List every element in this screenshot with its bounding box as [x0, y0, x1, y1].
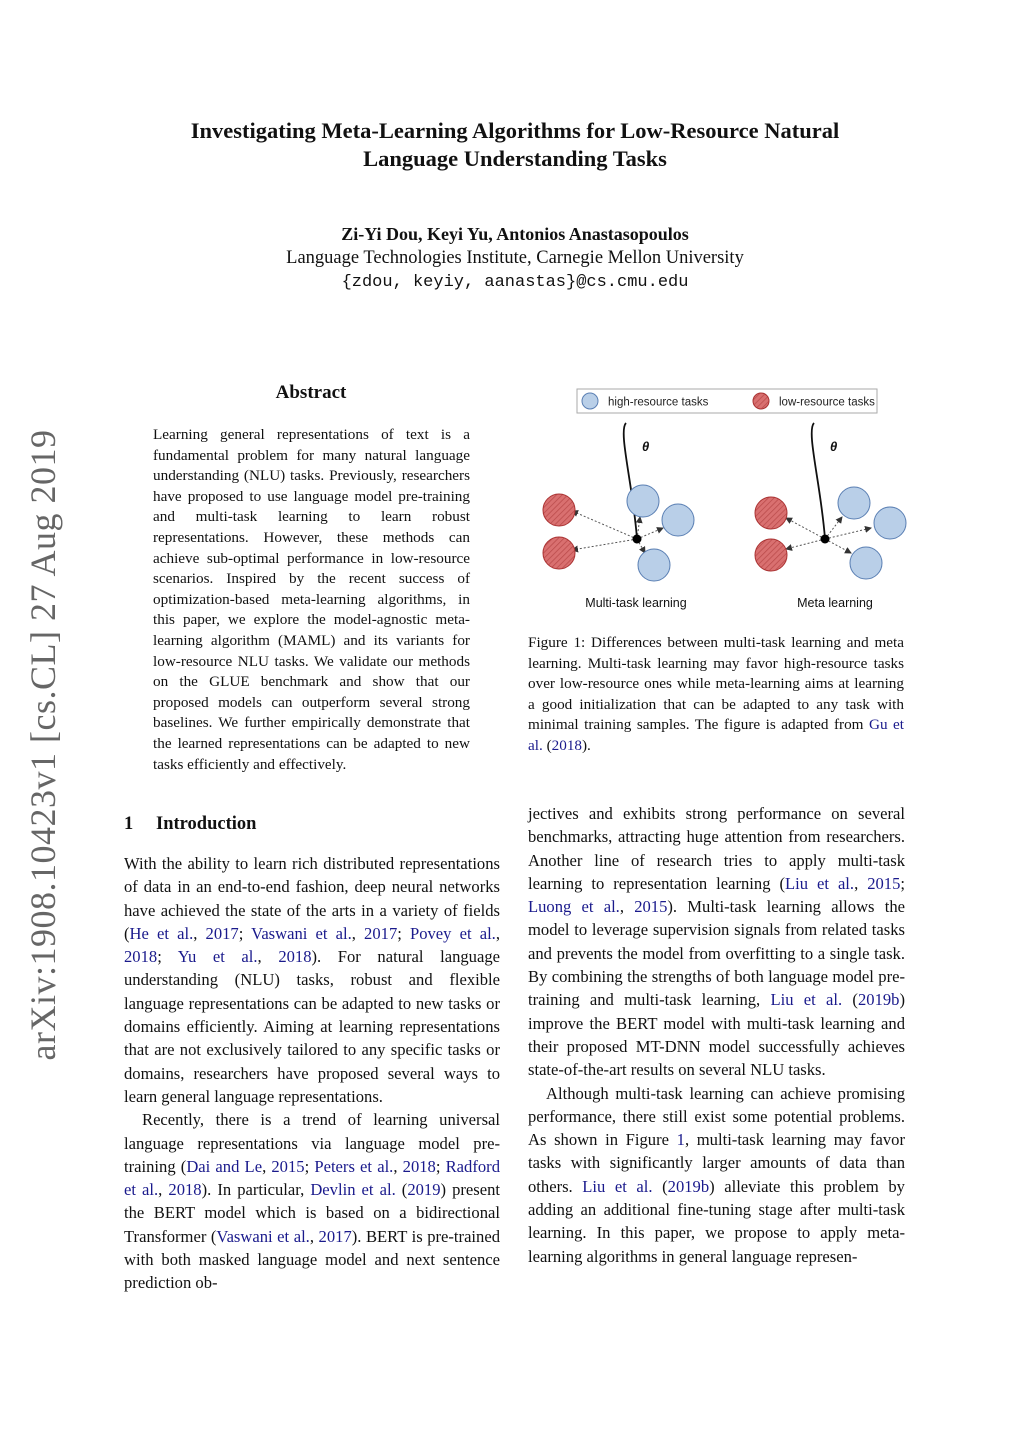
paragraph-text: ;	[157, 947, 178, 967]
citation-link[interactable]: He et al.	[129, 923, 194, 943]
paragraph-text: ). BERT is pre-trained with both masked language model and next sentence prediction ob-	[124, 1226, 501, 1293]
citation-link[interactable]: Dai and Le	[186, 1156, 263, 1176]
paragraph-text: ,	[158, 1180, 169, 1200]
paragraph-text: ,	[193, 923, 206, 943]
panel-meta	[755, 423, 906, 610]
citation-link[interactable]: Vaswani et al.	[251, 923, 352, 943]
citation-link[interactable]: 2017	[205, 923, 239, 943]
arrow-to-high-2	[825, 528, 871, 539]
high-resource-task-node	[850, 547, 882, 579]
paragraph-text: ) alleviate this problem by adding an additional fine-tuning stage after multi-task learning. In this paper, we propose to apply meta-learning algorithms in general language represen-	[528, 1176, 905, 1266]
paragraph-text: ;	[238, 923, 252, 943]
paragraph-text: ,	[351, 923, 365, 943]
legend-high-label: high-resource tasks	[608, 396, 709, 409]
shared-parameter-point	[821, 535, 830, 544]
figure-1	[530, 385, 910, 615]
paragraph-text: ,	[393, 1156, 403, 1176]
high-resource-task-node	[662, 504, 694, 536]
paragraph-text: (	[395, 1180, 408, 1200]
low-resource-task-node	[755, 539, 787, 571]
citation-link[interactable]: Yu et al.	[177, 947, 258, 967]
paragraph-text: ,	[257, 947, 279, 967]
citation-link[interactable]: 2017	[318, 1226, 352, 1246]
trajectory-curve	[624, 423, 637, 539]
paragraph-text: ,	[619, 897, 635, 917]
arrow-to-low-2	[572, 539, 637, 550]
high-resource-task-node	[838, 487, 870, 519]
citation-link[interactable]: 2015	[867, 873, 901, 893]
citation-link[interactable]: 2018	[551, 736, 582, 754]
legend-low-label: low-resource tasks	[779, 396, 875, 409]
legend-low-swatch	[753, 393, 769, 409]
citation-link[interactable]: Povey et al.	[409, 923, 496, 943]
paragraph-text: jectives and exhibits strong performance on several benchmarks, attracting huge attention from researchers. Another line of research tries to apply multi-task learning to representation learning (	[528, 804, 905, 893]
low-resource-task-node	[543, 494, 575, 526]
paragraph-text: Recently, there is a trend of learning universal language representations via language model pre-training (	[124, 1110, 500, 1176]
label-multitask: Multi-task learning	[585, 596, 687, 610]
emails: {zdou, keyiy, aanastas}@cs.cmu.edu	[341, 273, 689, 292]
intro-paragraph-3	[528, 802, 905, 1082]
paragraph-text: ,	[262, 1156, 272, 1176]
paragraph-text: ;	[397, 923, 410, 943]
paragraph-text: ) present the BERT model which is based on a bidirectional Transformer (	[124, 1180, 501, 1246]
title-line-1: Investigating Meta-Learning Algorithms for Low-Resource Natural	[190, 118, 840, 143]
arrow-to-low-1	[786, 518, 825, 539]
citation-link[interactable]: Vaswani et al.	[216, 1226, 310, 1246]
citation-link[interactable]: 2015	[271, 1156, 305, 1176]
citation-link[interactable]: Peters et al.	[314, 1156, 394, 1176]
high-resource-task-node	[638, 549, 670, 581]
citation-link[interactable]: Liu et al.	[582, 1176, 653, 1196]
citation-link[interactable]: Gu et al.	[528, 716, 904, 754]
citation-link[interactable]: 2018	[402, 1156, 436, 1176]
shared-parameter-point	[633, 535, 642, 544]
section-number: 1	[124, 814, 134, 834]
paragraph-text: ). Multi-task learning allows the model to leverage supervision signals from related tasks and prevents the model from overfitting to a single task. By combining the strengths of both language model pre-training and multi-task learning,	[528, 897, 905, 1010]
right-column	[528, 802, 905, 1268]
citation-link[interactable]: 2019	[407, 1180, 441, 1200]
citation-link[interactable]: Liu et al.	[770, 990, 843, 1010]
citation-link[interactable]: 2019b	[857, 990, 900, 1010]
citation-link[interactable]: Liu et al.	[785, 873, 855, 893]
abstract-heading: Abstract	[275, 382, 347, 403]
abstract-text: Learning general representations of text is a fundamental problem for many natural language understanding (NLU) tasks. Previously, researchers have proposed to use language model pre-training and multi-task learning to learn robust representations. However, these methods can achieve sub-optimal performance in low-resource scenarios. Inspired by the recent success of optimization-based meta-learning algorithms, in this paper, we explore the model-agnostic meta-learning algorithm (MAML) and its variants for low-resource NLU tasks. We validate our methods on the GLUE benchmark and show that our proposed models can outperform several strong baselines. We further empirically demonstrate that the learned representations can be adapted to new tasks efficiently and effectively.	[153, 426, 470, 773]
label-meta: Meta learning	[797, 596, 873, 610]
high-resource-task-node	[627, 485, 659, 517]
arrow-to-low-1	[572, 511, 637, 539]
theta-label: θ	[642, 439, 650, 454]
citation-link[interactable]: 2015	[634, 897, 668, 917]
high-resource-task-node	[874, 507, 906, 539]
paragraph-text: ). In particular,	[201, 1180, 311, 1200]
figure-caption	[528, 633, 904, 757]
legend-high-swatch	[582, 393, 598, 409]
paragraph-text: ;	[900, 873, 905, 893]
paragraph-text: ;	[435, 1156, 446, 1176]
low-resource-task-node	[755, 497, 787, 529]
paragraph-text: ,	[495, 923, 500, 943]
paper-title	[100, 117, 930, 173]
citation-link[interactable]: 2017	[364, 923, 398, 943]
citation-link[interactable]: 2018	[124, 947, 158, 967]
citation-link[interactable]: Radford et al.	[124, 1156, 500, 1200]
paragraph-text: ). For natural language understanding (NLU) tasks, robust and flexible language representations can be adapted to new tasks or domains efficiently. Aiming at learning representations that are not exclusively tailored to any specific tasks or domains, researchers have proposed several ways to learn general language representations.	[124, 947, 501, 1106]
paragraph-text: ,	[309, 1226, 319, 1246]
paragraph-text: (	[842, 990, 858, 1010]
arrow-to-low-2	[786, 539, 825, 549]
citation-link[interactable]: 1	[676, 1130, 685, 1150]
paragraph-text: ;	[304, 1156, 315, 1176]
paragraph-text: , multi-task learning may favor tasks with significantly larger amounts of data than others.	[528, 1130, 905, 1196]
paragraph-text: ) improve the BERT model with multi-task learning and their proposed MT-DNN model successfully achieves state-of-the-art results on several NLU tasks.	[528, 990, 905, 1080]
caption-text: (	[542, 736, 552, 754]
intro-paragraph-4	[528, 1082, 905, 1268]
section-title: Introduction	[156, 814, 257, 834]
citation-link[interactable]: Luong et al.	[528, 897, 620, 917]
paragraph-text: Although multi-task learning can achieve promising performance, there still exist some potential problems. As shown in Figure	[528, 1083, 905, 1150]
intro-paragraph-2	[124, 1108, 500, 1294]
citation-link[interactable]: 2018	[168, 1180, 202, 1200]
authors: Zi-Yi Dou, Keyi Yu, Antonios Anastasopoulos	[341, 224, 689, 244]
caption-text: Figure 1: Differences between multi-task learning and meta learning. Multi-task learning may favor high-resource tasks over low-resource ones while meta-learning aims at learning a good initialization that can be adapted to any task with minimal training samples. The figure is adapted from	[528, 634, 904, 734]
low-resource-task-node	[543, 537, 575, 569]
citation-link[interactable]: 2019b	[667, 1176, 710, 1196]
section-heading-introduction	[124, 814, 256, 835]
left-column	[124, 852, 500, 1295]
paragraph-text: (	[652, 1176, 668, 1196]
intro-paragraph-1	[124, 852, 500, 1108]
arxiv-stamp[interactable]: arXiv:1908.10423v1 [cs.CL] 27 Aug 2019	[23, 429, 63, 1061]
paragraph-text: ,	[854, 873, 868, 893]
panel-multitask	[543, 423, 694, 610]
citation-link[interactable]: Devlin et al.	[310, 1180, 396, 1200]
citation-link[interactable]: 2018	[278, 947, 312, 967]
trajectory-curve	[812, 423, 825, 539]
caption-text: ).	[582, 736, 591, 754]
title-line-2: Language Understanding Tasks	[363, 146, 667, 171]
affiliation: Language Technologies Institute, Carnegie Mellon University	[286, 248, 744, 268]
theta-label: θ	[830, 439, 838, 454]
paragraph-text: With the ability to learn rich distributed representations of data in an end-to-end fashion, deep neural networks have achieved the state of the arts in a variety of fields (	[124, 854, 500, 943]
